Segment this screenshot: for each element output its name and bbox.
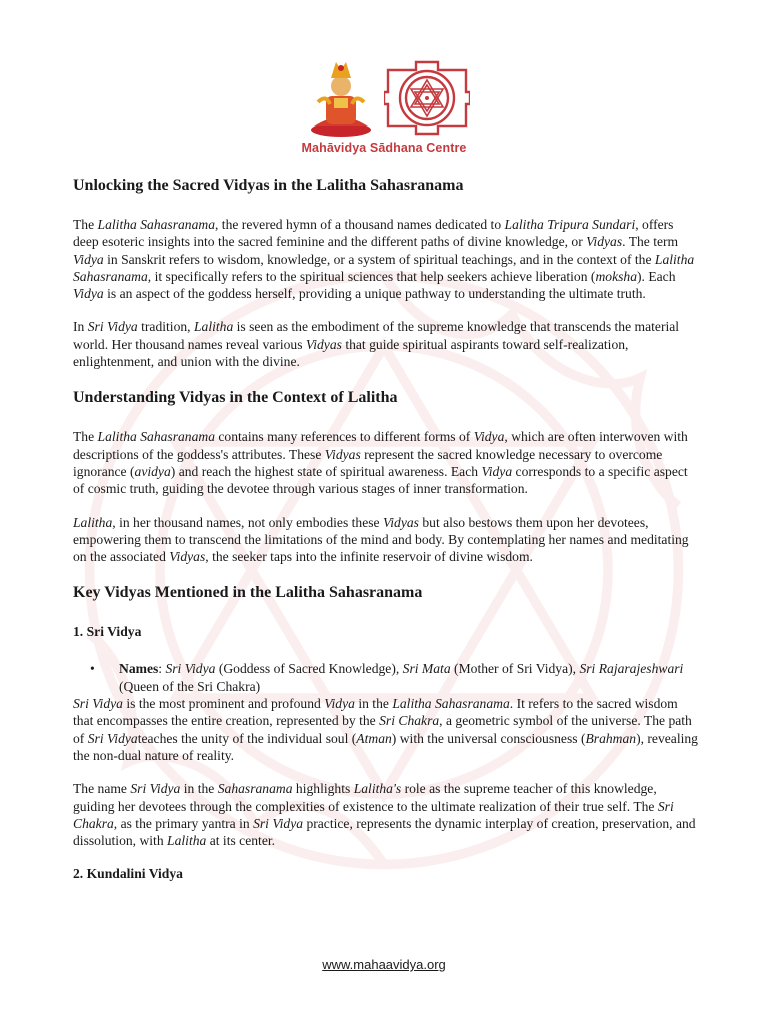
emphasis-text: Sri Vidya — [130, 781, 181, 797]
emphasis-text: Lalitha — [167, 833, 207, 849]
sri-yantra-icon — [384, 58, 470, 138]
emphasis-text: Atman — [356, 730, 392, 746]
text-run: , a geometric symbol of the universe. The path of — [73, 713, 692, 746]
text-run: , in her thousand names, not only embodies these — [112, 514, 383, 530]
text-run: (Queen of the Sri Chakra) — [119, 678, 261, 694]
deity-image — [304, 56, 378, 138]
emphasis-text: Vidya — [324, 696, 355, 712]
subsection-heading: 1. Sri Vidya — [73, 624, 142, 640]
text-run: , the seeker taps into the infinite reservoir of divine wisdom. — [205, 549, 533, 565]
text-run: , the revered hymn of a thousand names dedicated to — [215, 217, 505, 232]
emphasis-text: Sri Chakra — [73, 798, 674, 831]
subsection-heading: 2. Kundalini Vidya — [73, 866, 183, 882]
text-run: practice, represents the dynamic interplay of creation, preservation, and dissolution, with — [73, 815, 696, 849]
list-item — [73, 660, 701, 695]
emphasis-text: Vidya — [473, 429, 505, 445]
emphasis-text: Vidyas — [169, 549, 206, 565]
emphasis-text: moksha — [595, 268, 637, 284]
emphasis-text: Sri Vidya — [73, 696, 123, 712]
text-run: is an aspect of the goddess herself, providing a unique pathway to understanding the ultimate truth. — [103, 286, 646, 302]
list-item-text — [119, 661, 683, 693]
text-run: teaches the unity of the individual soul ( — [137, 730, 357, 746]
text-run: ) with the universal consciousness ( — [391, 730, 586, 746]
text-run: . The term — [622, 234, 679, 250]
text-run: represent the sacred knowledge necessary to overcome ignorance ( — [73, 446, 663, 479]
emphasis-text: Brahman — [585, 730, 637, 746]
emphasis-text: Lalitha Sahasranama — [73, 251, 695, 284]
emphasis-text: Sri Vidya — [87, 319, 138, 335]
emphasis-text: Lalitha Sahasranama — [97, 217, 215, 232]
emphasis-text: Lalitha Tripura Sundari — [504, 217, 636, 232]
header — [0, 52, 768, 162]
emphasis-text: Vidyas — [324, 446, 361, 462]
text-run: at its center. — [206, 833, 276, 849]
emphasis-text: Vidya — [73, 286, 104, 302]
emphasis-text: Vidya — [481, 463, 513, 479]
document-body — [73, 175, 701, 902]
text-run: . It refers to the sacred wisdom that encompasses the entire creation, represented by the — [73, 696, 678, 729]
emphasis-text: avidya — [134, 463, 171, 479]
text-run: in Sanskrit refers to wisdom, knowledge, or a system of spiritual teachings, and in the context of the — [103, 251, 655, 267]
emphasis-text: Lalitha — [73, 514, 113, 530]
section-title: Unlocking the Sacred Vidyas in the Lalitha Sahasranama — [73, 177, 464, 194]
emphasis-text: Lalitha's — [353, 781, 402, 797]
text-run: that guide spiritual aspirants toward self-realization, enlightenment, and union with the divine. — [73, 336, 629, 370]
emphasis-text: Lalitha Sahasranama — [392, 696, 510, 712]
text-run: ) and reach the highest state of spiritual awareness. Each — [170, 463, 482, 479]
emphasis-text: Sri Chakra — [379, 713, 440, 729]
paragraph — [73, 216, 701, 302]
text-run: The name — [73, 781, 131, 797]
paragraph — [73, 514, 701, 566]
text-run: , which are often interwoven with descriptions of the goddess's attributes. These — [73, 429, 688, 462]
organization-name: Mahāvidya Sādhana Centre — [301, 141, 467, 155]
paragraph — [73, 695, 701, 764]
section-title: Understanding Vidyas in the Context of Lalitha — [73, 389, 398, 407]
text-run: but also bestows them upon her devotees, empowering them to transcend the limitations of the mind and body. By contemplating her names and meditating on the associated — [73, 514, 689, 565]
paragraph — [73, 318, 701, 370]
emphasis-text: Vidyas — [382, 514, 419, 530]
text-run: in the — [354, 696, 393, 712]
text-run: The — [73, 429, 98, 445]
emphasis-text: Sri Mata — [402, 661, 451, 677]
text-run: contains many references to different forms of — [215, 429, 474, 445]
text-run: ), revealing the non-dual nature of reality. — [73, 730, 698, 763]
emphasis-text: Vidyas — [586, 234, 623, 250]
text-run: , offers deep esoteric insights into the sacred feminine and the different paths of divine knowledge, or — [73, 217, 674, 250]
text-run: (Goddess of Sacred Knowledge), — [215, 661, 403, 677]
text-run: (Mother of Sri Vidya), — [450, 661, 580, 677]
text-run: in the — [180, 781, 218, 797]
text-run: : — [158, 661, 166, 677]
emphasis-text: Lalitha — [193, 319, 234, 335]
text-run: role as the supreme teacher of this knowledge, guiding her devotees through the complexities of existence to the ultimate realization of their true self. The — [73, 781, 658, 814]
emphasis-text: Vidya — [73, 251, 104, 267]
bullet: • — [90, 661, 95, 677]
text-run: , as the primary yantra in — [113, 815, 254, 831]
text-run: The — [73, 217, 98, 232]
text-run: tradition, — [137, 319, 194, 335]
text-run: corresponds to a specific aspect of cosmic truth, guiding the devotee through various stages of inner transformation. — [73, 463, 688, 497]
names-list — [73, 660, 701, 695]
footer — [0, 957, 768, 972]
paragraph — [73, 780, 701, 849]
section-title: Key Vidyas Mentioned in the Lalitha Sahasranama — [73, 584, 423, 602]
text-run: ). Each — [637, 268, 676, 284]
emphasis-text: Lalitha Sahasranama — [97, 429, 215, 445]
emphasis-text: Vidyas — [305, 336, 342, 352]
emphasis-text: Sri Vidya — [253, 815, 304, 831]
emphasis-text: Sri Vidya — [165, 661, 216, 677]
text-run: is seen as the embodiment of the supreme knowledge that transcends the material world. Her thousand names reveal various — [73, 319, 680, 352]
emphasis-text: Sahasranama — [217, 781, 293, 797]
paragraph — [73, 428, 701, 497]
text-run: highlights — [292, 781, 354, 797]
emphasis-text: Sri Rajarajeshwari — [579, 661, 684, 677]
text-run: In — [73, 319, 88, 335]
text-run: , it specifically refers to the spiritual sciences that help seekers achieve liberation ( — [147, 268, 596, 284]
text-run: is the most prominent and profound — [122, 696, 325, 712]
website-link[interactable]: www.mahaavidya.org — [322, 957, 446, 972]
bold-label: Names — [119, 661, 159, 677]
emphasis-text: Sri Vidya — [87, 730, 138, 746]
